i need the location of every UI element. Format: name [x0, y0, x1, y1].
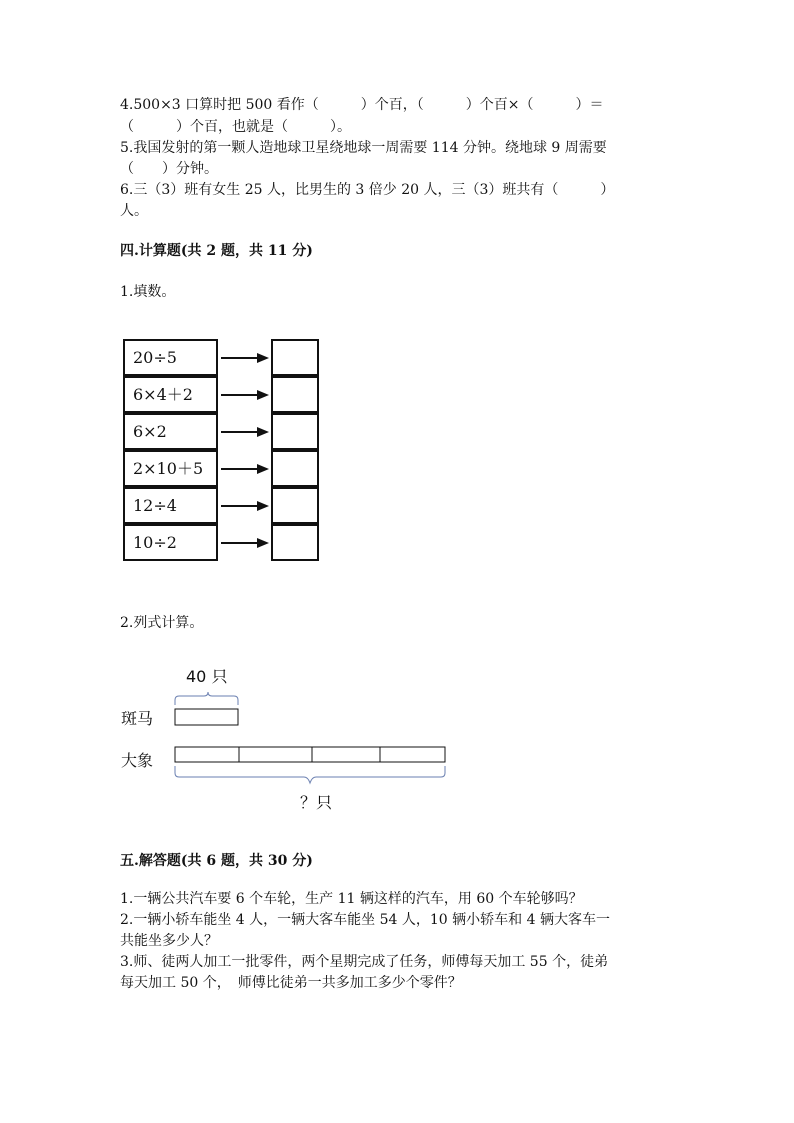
s5-q3-line2: 每天加工 50 个， 师傅比徒弟一共多加工多少个零件？: [120, 975, 462, 991]
elephant-bar: [175, 747, 445, 762]
section4-heading: 四.计算题(共 2 题，共 11 分): [120, 243, 313, 259]
zebra-bar: [175, 709, 238, 725]
fill-row: [123, 376, 323, 413]
bar-diagram: [118, 660, 458, 820]
expression-cell: 12÷4: [123, 487, 218, 524]
answer-cell[interactable]: [271, 376, 319, 413]
zebra-count-label: 40 只: [186, 667, 228, 686]
section5-heading: 五.解答题(共 6 题，共 30 分): [120, 853, 313, 869]
fill-row: [123, 450, 323, 487]
q5-line1: 5.我国发射的第一颗人造地球卫星绕地球一周需要 114 分钟。绕地球 9 周需要: [120, 140, 607, 156]
expression-cell: 20÷5: [123, 339, 218, 376]
unknown-total-label: ？只: [300, 793, 333, 812]
expression-cell: 6×2: [123, 413, 218, 450]
s5-q1-line1: 1.一辆公共汽车要 6 个车轮，生产 11 辆这样的汽车，用 60 个车轮够吗？: [120, 891, 583, 907]
fill-row: [123, 524, 323, 561]
fill-row: [123, 413, 323, 450]
s5-q2-line2: 共能坐多少人？: [120, 933, 218, 949]
q1-label: 1.填数。: [120, 284, 176, 300]
q6-line1: 6.三（3）班有女生 25 人，比男生的 3 倍少 20 人，三（3）班共有（ ）: [120, 182, 615, 198]
q6-line2: 人。: [120, 203, 148, 219]
arrow-right-icon: [221, 464, 269, 474]
answer-cell[interactable]: [271, 487, 319, 524]
answer-cell[interactable]: [271, 524, 319, 561]
elephant-label: 大象: [121, 751, 154, 770]
answer-cell[interactable]: [271, 413, 319, 450]
q5-line2: （ ）分钟。: [120, 161, 218, 177]
answer-cell[interactable]: [271, 450, 319, 487]
fill-row: [123, 339, 323, 376]
q4-line2: （ ）个百，也就是（ ）。: [120, 119, 351, 135]
expression-cell: 10÷2: [123, 524, 218, 561]
fill-row: [123, 487, 323, 524]
arrow-right-icon: [221, 538, 269, 548]
expression-cell: 2×10＋5: [123, 450, 218, 487]
arrow-right-icon: [221, 427, 269, 437]
q2-label: 2.列式计算。: [120, 615, 204, 631]
expression-cell: 6×4＋2: [123, 376, 218, 413]
arrow-right-icon: [221, 353, 269, 363]
q4-line1: 4.500×3 口算时把 500 看作（ ）个百，（ ）个百×（ ）＝: [120, 97, 604, 113]
arrow-right-icon: [221, 390, 269, 400]
diagram-lines: [118, 660, 458, 820]
s5-q3-line1: 3.师、徒两人加工一批零件，两个星期完成了任务，师傅每天加工 55 个，徒弟: [120, 954, 609, 970]
answer-cell[interactable]: [271, 339, 319, 376]
zebra-label: 斑马: [121, 709, 154, 728]
arrow-right-icon: [221, 501, 269, 511]
s5-q2-line1: 2.一辆小轿车能坐 4 人，一辆大客车能坐 54 人，10 辆小轿车和 4 辆大客车一: [120, 912, 610, 928]
